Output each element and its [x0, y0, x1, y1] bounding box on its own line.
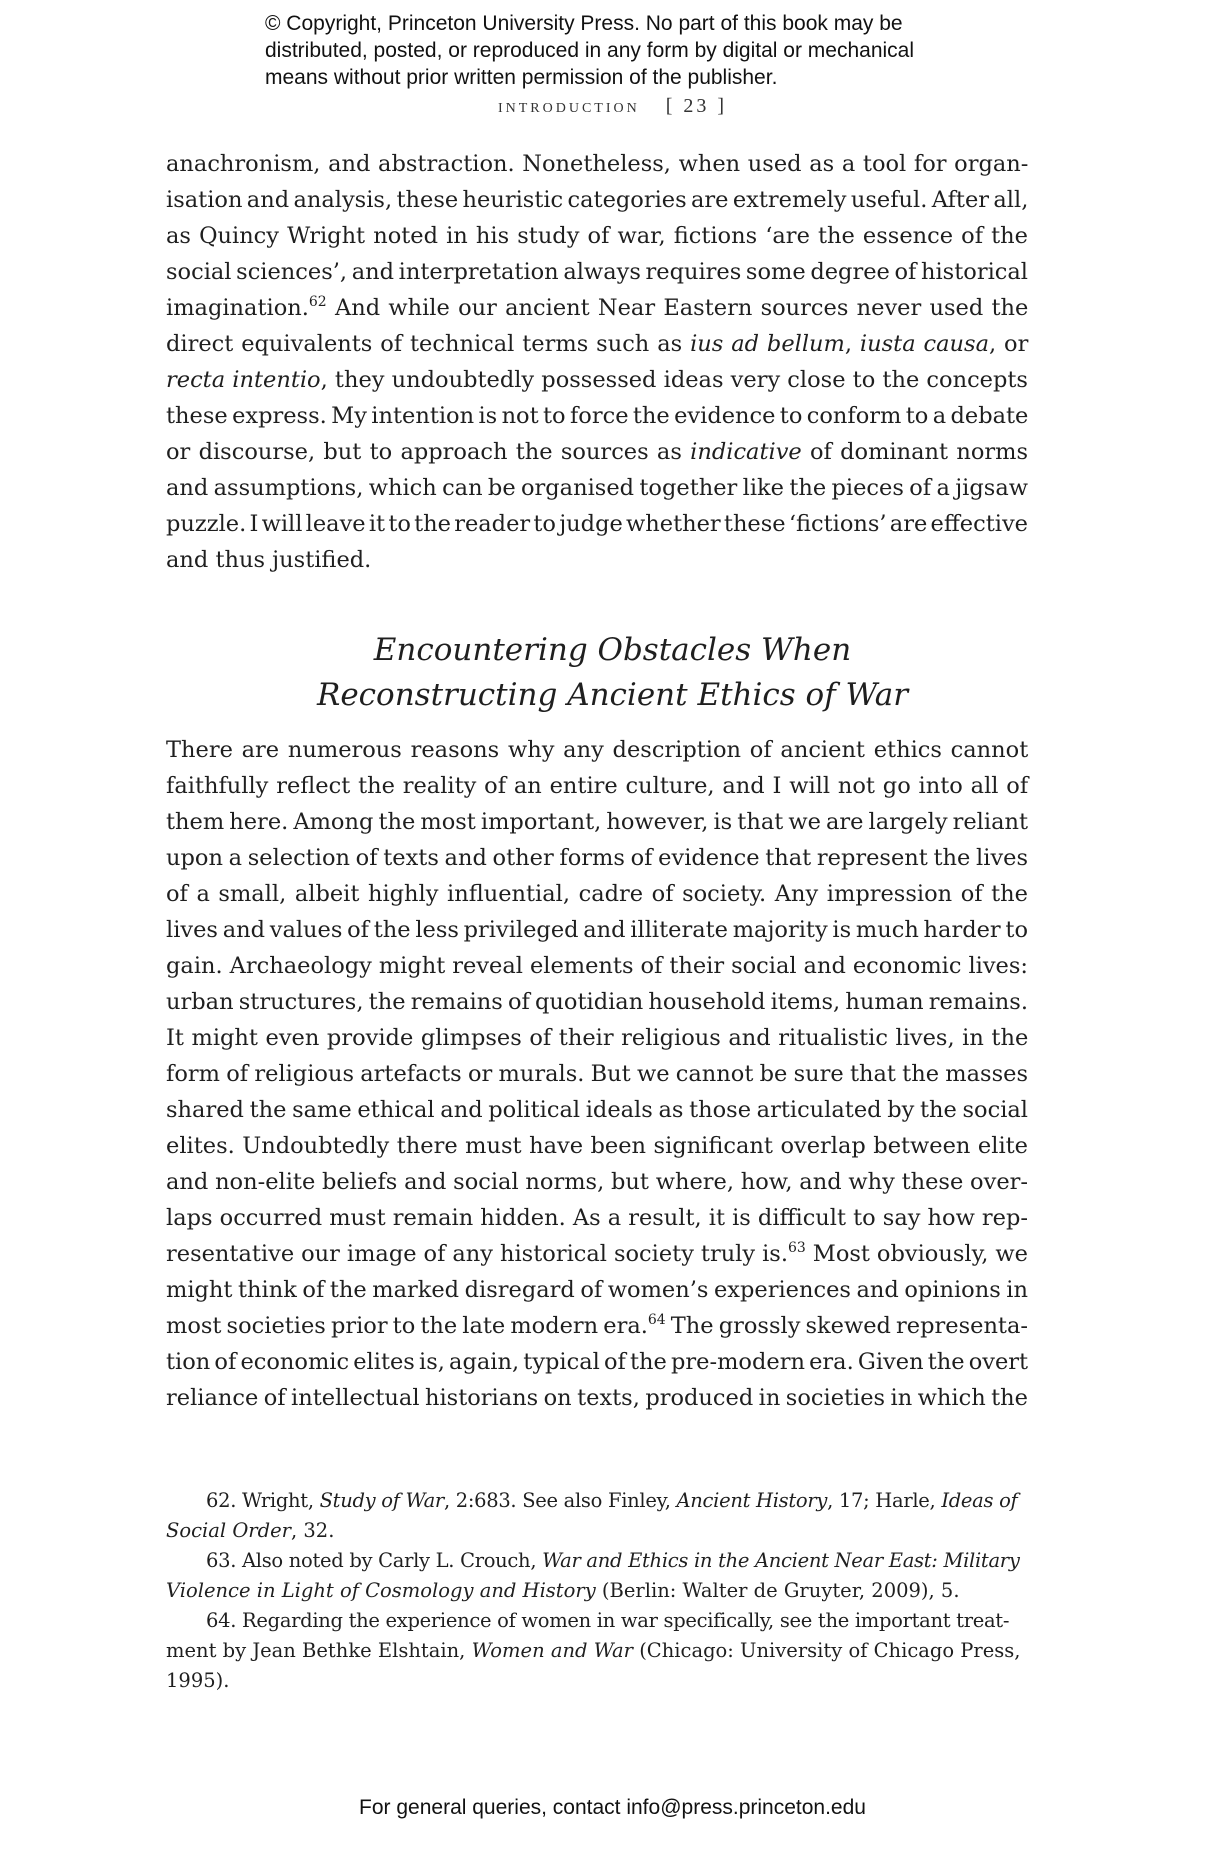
- italic-title: Women and War: [471, 1639, 633, 1662]
- italic-term: ius ad bellum: [690, 331, 845, 357]
- text-line: elites. Undoubtedly there must have been significant overlap between elite: [166, 1133, 1028, 1159]
- text-segment: ment by Jean Bethke Elshtain,: [166, 1639, 472, 1662]
- footer-contact: For general queries, contact info@press.princeton.edu: [359, 1796, 866, 1819]
- text-line: these express. My intention is not to force the evidence to conform to a debate: [166, 403, 1029, 429]
- footnote-line: [166, 1516, 1028, 1546]
- text-segment: And while our ancient Near Eastern sources never used the: [326, 295, 1029, 321]
- text-line: lives and values of the less privileged and illiterate majority is much harder to: [166, 917, 1028, 943]
- section-heading: [0, 628, 1225, 718]
- text-line: [166, 326, 1028, 362]
- text-segment: , 2:683. See also Finley,: [443, 1489, 677, 1512]
- footnote-line: 1995).: [166, 1669, 230, 1692]
- footnote-line: [166, 1576, 1028, 1606]
- text-segment: ,: [844, 331, 860, 357]
- italic-title: Violence in Light of Cosmology and History: [166, 1579, 596, 1602]
- running-head-title: introduction: [497, 95, 640, 117]
- footnote-ref-62: 62: [308, 294, 327, 310]
- text-segment: Most obviously, we: [805, 1241, 1028, 1267]
- text-line: as Quincy Wright noted in his study of war, fictions ‘are the essence of the: [166, 223, 1028, 249]
- footnote-64: [166, 1606, 1028, 1696]
- footnote-line: [166, 1546, 1028, 1576]
- footnote-63: [166, 1546, 1028, 1606]
- text-line: reliance of intellectual historians on texts, produced in societies in which the: [166, 1385, 1028, 1411]
- text-line: them here. Among the most important, however, is that we are largely reliant: [166, 809, 1029, 835]
- copyright-line: © Copyright, Princeton University Press. No part of this book may be: [265, 12, 903, 35]
- text-line: and assumptions, which can be organised together like the pieces of a jigsaw: [166, 475, 1028, 501]
- text-line: isation and analysis, these heuristic categories are extremely useful. After all,: [166, 187, 1029, 213]
- text-line: [166, 362, 1028, 398]
- text-segment: (Berlin: Walter de Gruyter, 2009), 5.: [595, 1579, 960, 1602]
- text-line: faithfully reflect the reality of an entire culture, and I will not go into all of: [166, 773, 1029, 799]
- footnotes: [166, 1486, 1028, 1696]
- text-segment: (Chicago: University of Chicago Press,: [633, 1639, 1021, 1662]
- copyright-line: means without prior written permission of the publisher.: [265, 66, 778, 89]
- italic-title: Ancient History: [676, 1489, 828, 1512]
- text-segment: , 17; Harle,: [827, 1489, 942, 1512]
- footnote-ref-63: 63: [787, 1240, 806, 1256]
- text-line: of a small, albeit highly influential, cadre of society. Any impression of the: [166, 881, 1028, 907]
- text-line: might think of the marked disregard of women’s experiences and opinions in: [166, 1277, 1028, 1303]
- footnote-62: [166, 1486, 1028, 1546]
- page-number: [ 23 ]: [665, 95, 728, 117]
- italic-term: recta intentio: [166, 367, 321, 393]
- footnote-line: 64. Regarding the experience of women in war specifically, see the important treat-: [206, 1609, 1010, 1632]
- text-line: tion of economic elites is, again, typical of the pre-modern era. Given the overt: [166, 1349, 1029, 1375]
- text-line: [166, 434, 1028, 470]
- text-segment: direct equivalents of technical terms such as: [166, 331, 691, 357]
- italic-title: War and Ethics in the Ancient Near East: Military: [542, 1549, 1020, 1572]
- running-head: [0, 95, 1225, 118]
- italic-term: iusta causa: [859, 331, 989, 357]
- text-segment: of dominant norms: [801, 439, 1028, 465]
- footnote-line: [166, 1486, 1028, 1516]
- text-segment: 63. Also noted by Carly L. Crouch,: [206, 1549, 543, 1572]
- italic-title: Ideas of: [941, 1489, 1018, 1512]
- paragraph-2: [166, 732, 1028, 1416]
- paragraph-1: [166, 146, 1028, 578]
- text-segment: most societies prior to the late modern era.: [166, 1313, 648, 1339]
- text-line: upon a selection of texts and other forms of evidence that represent the lives: [166, 845, 1029, 871]
- text-line: puzzle. I will leave it to the reader to judge whether these ‘fictions’ are effective: [166, 511, 1028, 537]
- section-heading-line: Encountering Obstacles When: [373, 632, 852, 668]
- copyright-line: distributed, posted, or reproduced in any form by digital or mechanical: [265, 39, 915, 62]
- text-line: gain. Archaeology might reveal elements of their social and economic lives:: [166, 953, 1028, 979]
- footnote-ref-64: 64: [647, 1312, 666, 1328]
- text-line: [166, 290, 1028, 326]
- text-segment: imagination.: [166, 295, 309, 321]
- text-line: social sciences’, and interpretation always requires some degree of historical: [166, 259, 1028, 285]
- text-line: urban structures, the remains of quotidian household items, human remains.: [166, 989, 1028, 1015]
- text-line: [166, 1236, 1028, 1272]
- italic-title: Social Order: [166, 1519, 291, 1542]
- footnote-line: [166, 1636, 1028, 1666]
- text-line: form of religious artefacts or murals. But we cannot be sure that the masses: [166, 1061, 1028, 1087]
- text-line: There are numerous reasons why any description of ancient ethics cannot: [166, 737, 1029, 763]
- text-line: [166, 1308, 1028, 1344]
- text-line: anachronism, and abstraction. Nonetheless, when used as a tool for organ-: [166, 151, 1029, 177]
- text-segment: resentative our image of any historical society truly is.: [166, 1241, 788, 1267]
- text-line: and non-elite beliefs and social norms, but where, how, and why these over-: [166, 1169, 1028, 1195]
- text-segment: or discourse, but to approach the sources as: [166, 439, 691, 465]
- italic-term: indicative: [690, 439, 802, 465]
- italic-title: Study of War: [319, 1489, 444, 1512]
- text-segment: , they undoubtedly possessed ideas very close to the concepts: [320, 367, 1028, 393]
- text-line: and thus justified.: [166, 547, 372, 573]
- text-line: It might even provide glimpses of their religious and ritualistic lives, in the: [166, 1025, 1029, 1051]
- copyright-notice: [265, 10, 1005, 91]
- text-segment: The grossly skewed representa-: [665, 1313, 1028, 1339]
- text-line: shared the same ethical and political ideals as those articulated by the social: [166, 1097, 1028, 1123]
- text-line: laps occurred must remain hidden. As a result, it is difficult to say how rep-: [166, 1205, 1028, 1231]
- text-segment: , 32.: [290, 1519, 335, 1542]
- text-segment: , or: [988, 331, 1029, 357]
- text-segment: 62. Wright,: [206, 1489, 320, 1512]
- section-heading-line: Reconstructing Ancient Ethics of War: [316, 677, 909, 713]
